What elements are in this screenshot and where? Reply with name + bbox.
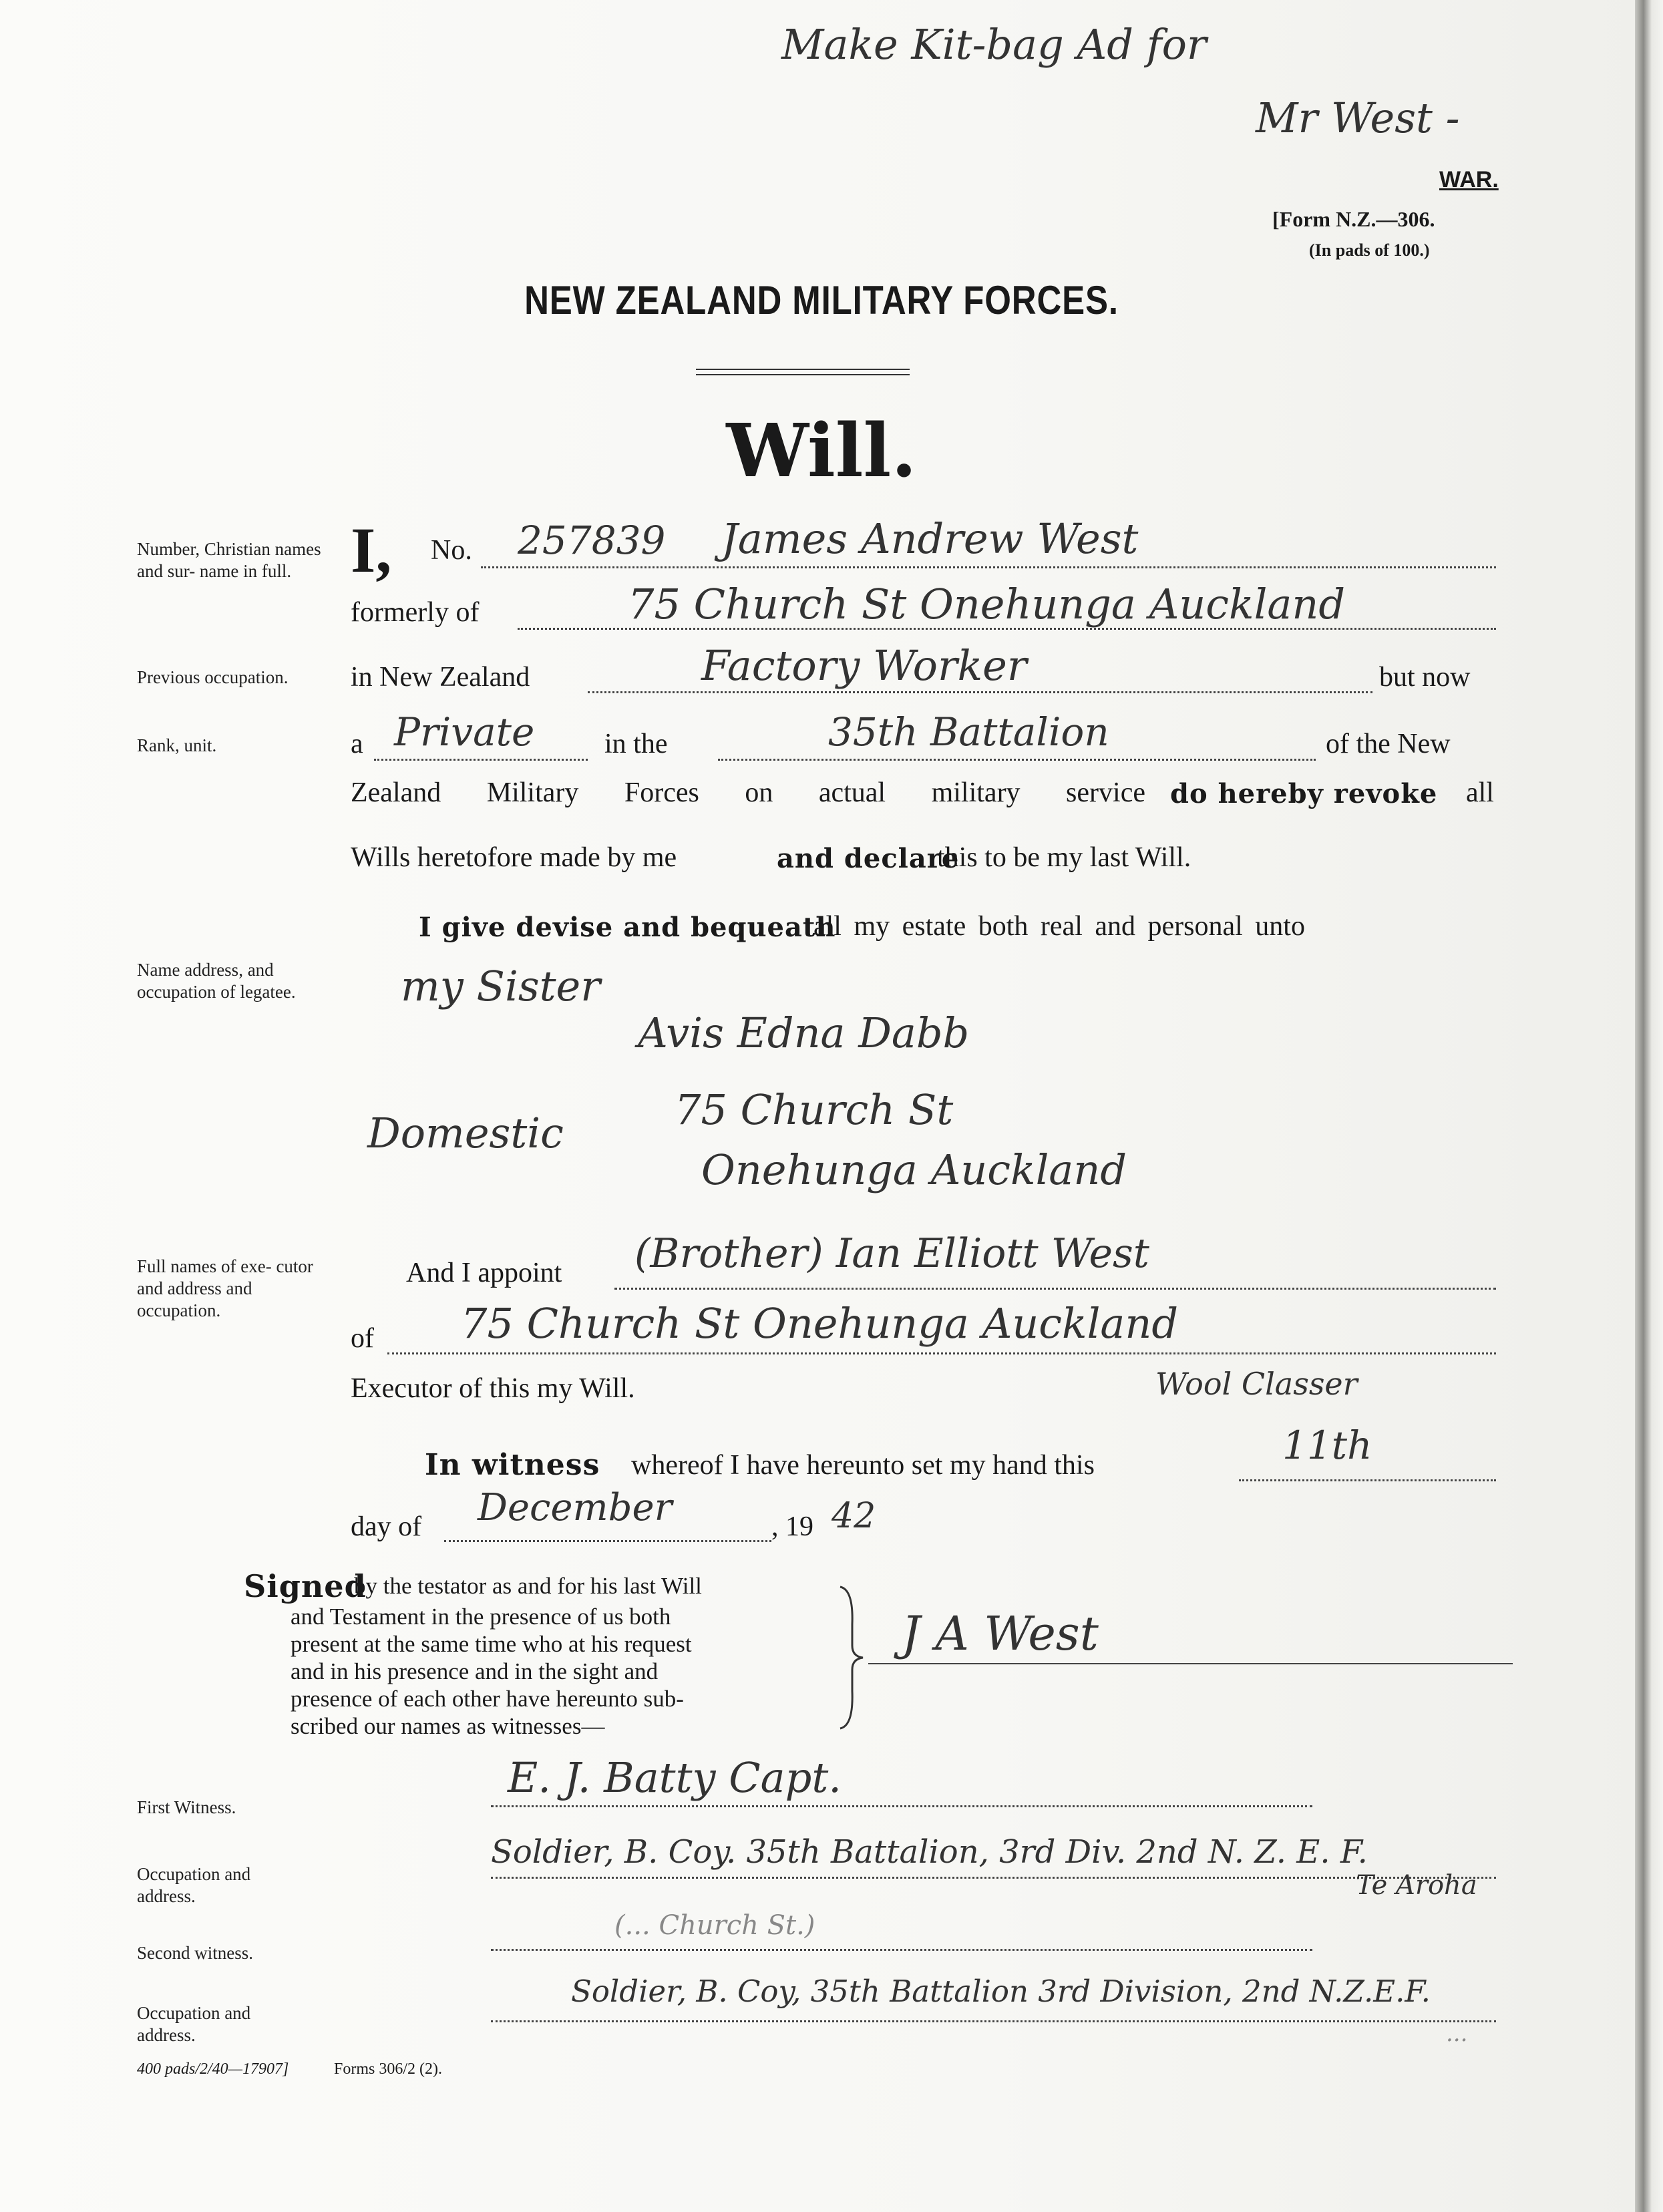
filled-rank: Private: [394, 709, 535, 755]
margin-occupation: Previous occupation.: [137, 667, 289, 687]
print-code: 400 pads/2/40—17907]: [137, 2060, 289, 2078]
filled-day: 11th: [1282, 1423, 1372, 1468]
margin-executor: Full names of exe- cutor and address and occupation.: [137, 1256, 313, 1320]
word: military: [931, 777, 1021, 808]
in-the-label: in the: [604, 729, 668, 759]
filled-witness-1-place: Te Aroha: [1356, 1870, 1477, 1901]
margin-names: Number, Christian names and sur- name in full.: [137, 539, 321, 581]
filled-executor-name: (Brother) Ian Elliott West: [634, 1230, 1149, 1277]
filled-month: December: [478, 1486, 673, 1529]
margin-legatee: Name address, and occupation of legatee.: [137, 960, 296, 1002]
first-witness-occupation-line: [491, 1877, 1496, 1879]
signed-line: present at the same time who at his request: [291, 1631, 692, 1657]
filled-unit: 35th Battalion: [828, 709, 1109, 755]
signed-line: and in his presence and in the sight and: [291, 1658, 659, 1684]
in-nz-label: in New Zealand: [351, 662, 530, 693]
margin-occupation-address-2: Occupation and address.: [137, 2003, 251, 2045]
filled-occupation: Factory Worker: [701, 641, 1027, 690]
name-line: [481, 566, 1496, 568]
rank-line: [374, 759, 588, 761]
filled-name: James Andrew West: [721, 514, 1139, 563]
year-prefix: , 19: [771, 1511, 813, 1542]
signed-text-block: [291, 1603, 692, 1740]
second-witness-line: [491, 1949, 1312, 1951]
all-word: all: [1466, 777, 1494, 808]
title-rule-2: [696, 374, 910, 375]
signed-text-1: by the testator as and for his last Will: [354, 1573, 702, 1599]
signed-brace: [834, 1584, 867, 1731]
word: actual: [818, 777, 886, 808]
drop-cap-i: I,: [351, 514, 392, 586]
filled-witness-2-extra: ...: [1446, 2020, 1468, 2047]
signature-line: [868, 1663, 1513, 1664]
forms-code: Forms 306/2 (2).: [334, 2060, 442, 2078]
filled-witness-2-occupation: Soldier, B. Coy, 35th Battalion 3rd Division, 2nd N.Z.E.F.: [571, 1974, 1431, 2009]
margin-occupation-address-1: Occupation and address.: [137, 1864, 251, 1906]
but-now-label: but now: [1379, 662, 1471, 693]
filled-legatee-1: my Sister: [401, 962, 600, 1010]
filled-number: 257839: [518, 518, 666, 563]
page-edge-shadow: [1635, 0, 1663, 2212]
first-witness-line: [491, 1805, 1312, 1807]
margin-rank: Rank, unit.: [137, 735, 217, 755]
a-label: a: [351, 729, 363, 759]
filled-legatee-3: 75 Church St: [675, 1085, 954, 1134]
executor-name-line: [614, 1288, 1496, 1290]
in-witness-clause: In witness: [425, 1448, 600, 1482]
month-line: [444, 1540, 771, 1542]
executor-address-line: [387, 1352, 1496, 1354]
last-will-text: this to be my last Will.: [937, 842, 1191, 873]
filled-witness-1: E. J. Batty Capt.: [508, 1753, 842, 1802]
whereof-text: whereof I have hereunto set my hand this: [631, 1450, 1095, 1481]
word: service: [1066, 777, 1145, 808]
zealand-line: [351, 777, 1145, 809]
occupation-line: [588, 691, 1372, 693]
wills-line: Wills heretofore made by me: [351, 842, 677, 873]
filled-signature: J A West: [902, 1606, 1099, 1661]
title-rule-1: [696, 369, 910, 370]
word: Zealand: [351, 777, 441, 808]
margin-second-witness: Second witness.: [137, 1943, 253, 1963]
top-handwritten-note: Make Kit-bag Ad for: [781, 20, 1207, 69]
filled-legatee-2: Avis Edna Dabb: [638, 1008, 970, 1057]
margin-first-witness: First Witness.: [137, 1797, 236, 1817]
executor-label: Executor of this my Will.: [351, 1373, 635, 1404]
war-label: WAR.: [1439, 167, 1499, 192]
word: Military: [486, 777, 579, 808]
appoint-text: And I appoint: [406, 1258, 562, 1288]
all-estate-text: all my estate both real and personal unto: [813, 911, 1305, 942]
of-the-new-label: of the New: [1326, 729, 1451, 759]
of-label: of: [351, 1323, 374, 1354]
document-title: NEW ZEALAND MILITARY FORCES.: [524, 278, 1119, 323]
signed-line: and Testament in the presence of us both: [291, 1604, 671, 1630]
filled-year: 42: [832, 1496, 876, 1536]
document-subtitle: Will.: [726, 407, 917, 494]
day-of-label: day of: [351, 1511, 422, 1542]
signed-line: scribed our names as witnesses—: [291, 1713, 605, 1739]
filled-legatee-4: Onehunga Auckland: [701, 1145, 1127, 1194]
word: on: [745, 777, 773, 808]
unit-line: [718, 759, 1316, 761]
day-line: [1239, 1479, 1496, 1481]
word: Forces: [624, 777, 699, 808]
filled-executor-occupation: Wool Classer: [1155, 1366, 1358, 1402]
signed-line: presence of each other have hereunto sub-: [291, 1686, 684, 1712]
no-label: No.: [431, 535, 472, 566]
top-handwritten-note-2: Mr West -: [1256, 94, 1460, 142]
second-witness-occupation-line: [491, 2020, 1496, 2022]
filled-witness-2: (... Church St.): [614, 1910, 815, 1941]
revoke-clause: do hereby revoke: [1170, 778, 1438, 809]
signed-clause: Signed: [244, 1568, 367, 1604]
declare-clause: and declare: [777, 843, 960, 874]
form-number: [Form N.Z.—306.: [1272, 207, 1435, 231]
and-label: [406, 1257, 562, 1289]
filled-executor-address: 75 Church St Onehunga Auckland: [461, 1299, 1179, 1348]
filled-address: 75 Church St Onehunga Auckland: [628, 580, 1346, 628]
filled-legatee-occupation: Domestic: [367, 1109, 564, 1157]
formerly-of-label: formerly of: [351, 597, 480, 628]
pads-note: (In pads of 100.): [1309, 240, 1430, 260]
filled-witness-1-occupation: Soldier, B. Coy. 35th Battalion, 3rd Div. 2nd N. Z. E. F.: [491, 1833, 1368, 1871]
give-devise-clause: I give devise and bequeath: [419, 912, 836, 943]
